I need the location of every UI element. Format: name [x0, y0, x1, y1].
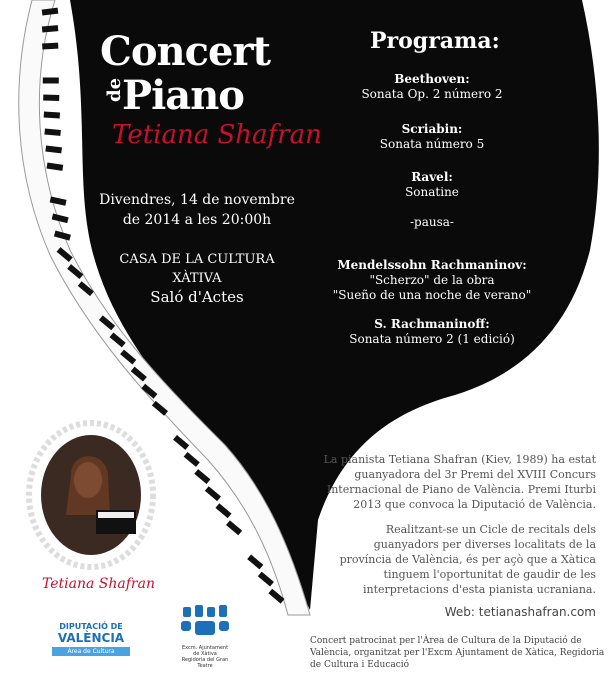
date-line-2: de 2014 a les 20:00h [122, 212, 272, 228]
composer: Ravel: [411, 170, 453, 184]
composer: S. Rachmaninoff: [374, 317, 490, 331]
diputacio-line-3: Àrea de Cultura [52, 647, 130, 656]
xativa-emblem-icon [175, 603, 235, 641]
sponsor-note: Concert patrocinat per l'Àrea de Cultura de la Diputació de València, organitzat per l'Excm Ajuntament de Xàtica, Regidoria de Cultura i Educació [310, 636, 605, 670]
xativa-logo [175, 603, 235, 669]
black-key [47, 163, 64, 171]
venue-line-2: XÀTIVA [172, 271, 222, 286]
work: "Scherzo" de la obra [369, 273, 495, 287]
title-de: de [104, 77, 125, 102]
bio-paragraph-1: La pianista Tetiana Shafran (Kiev, 1989) ha estat guanyadora del 3r Premi del XVIII Concurs Internacional de Piano de València. Premi Iturbi 2013 que convoca la Diputació de València. [323, 453, 596, 511]
work: Sonata número 5 [379, 137, 485, 151]
black-key [226, 520, 242, 535]
photo-frame [26, 420, 156, 570]
program-item [322, 317, 542, 347]
performer-name: Tetiana Shafran [112, 120, 322, 150]
work: Sonata número 2 (1 edició) [349, 332, 515, 346]
xativa-line-1: Excm. Ajuntament [181, 645, 229, 651]
photo-caption: Tetiana Shafran [42, 576, 155, 592]
title-piano: Piano [122, 72, 244, 119]
black-key [247, 555, 263, 570]
xativa-line-2: de Xàtiva [193, 651, 217, 657]
black-key [205, 486, 221, 501]
bio-paragraph-2: Realitzant-se un Cicle de recitals dels guanyadors per diverses localitats de la província de València, és per açò que a Xàtica tinguem l'oportunitat de gaudir de les interpretacions d'esta pianista ucraniana. [339, 523, 596, 596]
black-key [43, 95, 59, 101]
event-venue [92, 250, 302, 307]
black-key [215, 503, 231, 518]
intermission: -pausa- [410, 215, 454, 229]
program-item [322, 72, 542, 102]
work: Sonata Op. 2 número 2 [361, 87, 503, 101]
website-link[interactable]: Web: tetianashafran.com [444, 605, 596, 619]
diputacio-logo [52, 622, 130, 656]
date-line-1: Divendres, 14 de novembre [99, 192, 295, 208]
black-key [42, 43, 58, 50]
work-line-2: "Sueño de una noche de verano" [332, 288, 532, 302]
program-item [322, 170, 542, 200]
black-key [45, 146, 62, 154]
title-concert: Concert [100, 28, 270, 75]
venue-line-1: CASA DE LA CULTURA [119, 252, 275, 267]
xativa-line-3: Regidoria del Gran Teatre [181, 657, 229, 669]
black-key [43, 78, 59, 84]
diputacio-line-2: VALÈNCIA [57, 631, 125, 645]
composer: Scriabin: [401, 122, 463, 136]
composer: Mendelssohn Rachmaninov: [337, 258, 527, 272]
event-date [92, 190, 302, 230]
venue-room: Saló d'Actes [150, 288, 244, 306]
black-key [184, 452, 200, 467]
diputacio-line-1: DIPUTACIÓ DE [59, 622, 123, 631]
program-item [322, 258, 542, 303]
program-item [322, 215, 542, 230]
black-key [194, 469, 210, 484]
black-key [44, 129, 60, 136]
work: Sonatine [405, 185, 459, 199]
composer: Beethoven: [394, 72, 470, 86]
black-key [258, 572, 274, 587]
program-item [322, 122, 542, 152]
black-key [44, 112, 60, 119]
program-title: Programa: [370, 28, 500, 54]
